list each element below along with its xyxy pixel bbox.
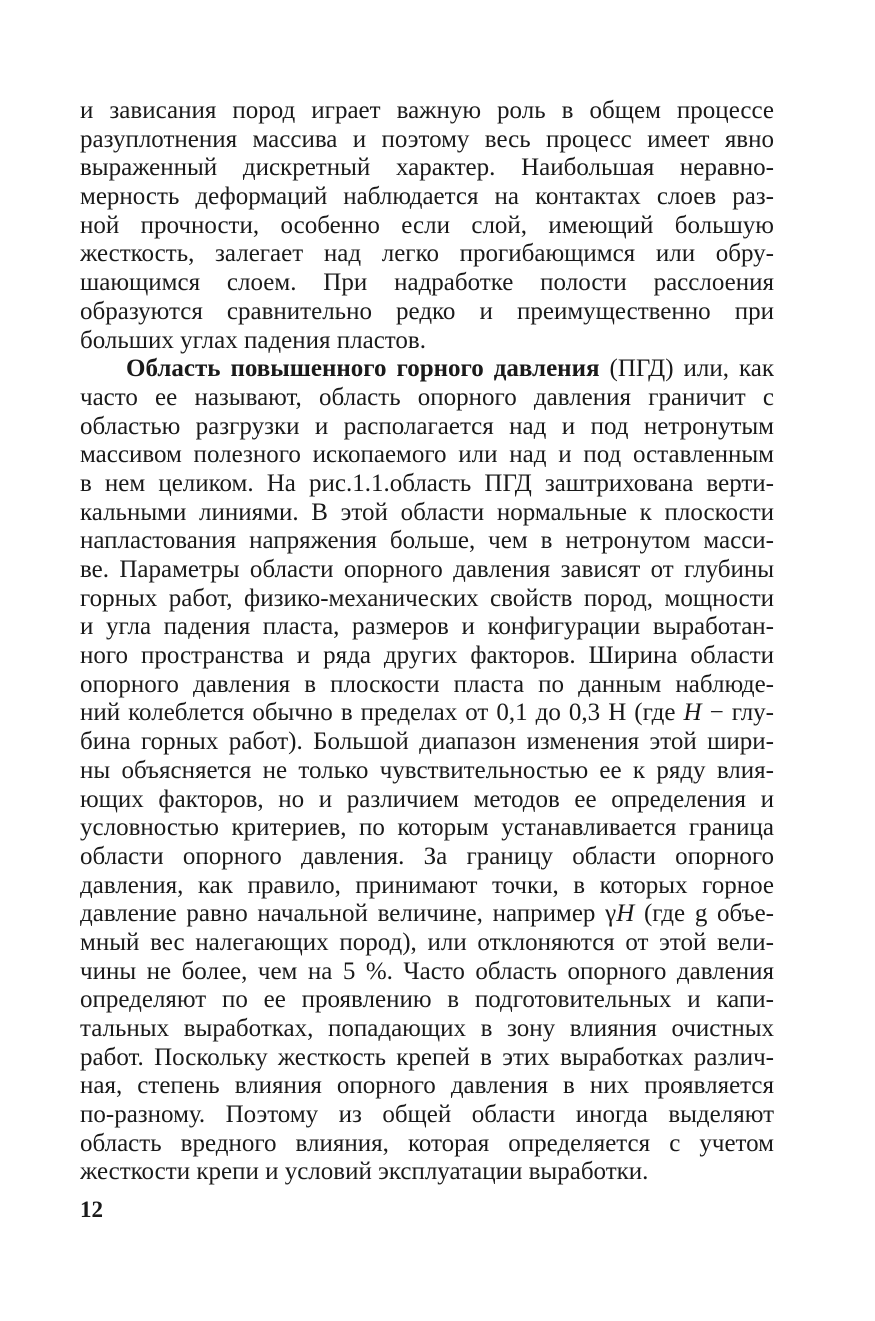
text-line: тальных выработках, попадающих в зону влияния очистных bbox=[80, 1015, 774, 1042]
text-line: ющих факторов, но и различием методов ее определения и bbox=[80, 785, 774, 813]
text-line: жесткость, залегает над легко прогибающимся или обру- bbox=[80, 240, 774, 268]
text-line: по-разному. Поэтому из общей области иногда выделяют bbox=[80, 1101, 774, 1129]
text-line: ного пространства и ряда других факторов. Ширина области bbox=[80, 642, 774, 670]
text-line: области опорного давления. За границу области опорного bbox=[80, 842, 774, 870]
text-fragment: ний колеблется обычно в пределах от 0,1 до 0,3 Н (где bbox=[80, 699, 684, 727]
text-line: работ. Поскольку жесткость крепей в этих выработках различ- bbox=[80, 1043, 774, 1071]
text-line: и зависания пород играет важную роль в общем процессе bbox=[80, 97, 774, 124]
page-number: 12 bbox=[80, 1197, 103, 1222]
italic-symbol: H bbox=[616, 900, 635, 928]
text-fragment: − глу- bbox=[701, 699, 774, 727]
text-line: чины не более, чем на 5 %. Часто область опорного давления bbox=[80, 957, 774, 985]
text-line: мерность деформаций наблюдается на контактах слоев раз- bbox=[80, 183, 774, 211]
text-line: ве. Параметры области опорного давления зависят от глубины bbox=[80, 556, 774, 583]
text-line: выраженный дискретный характер. Наибольшая неравно- bbox=[80, 154, 774, 182]
bold-term: Область повышенного горного давления bbox=[126, 355, 600, 383]
text-line: напластования напряжения больше, чем в нетронутом масси- bbox=[80, 527, 774, 555]
text-fragment: (где g объе- bbox=[634, 900, 774, 928]
text-line: массивом полезного ископаемого или над и под оставленным bbox=[80, 441, 774, 469]
italic-symbol: H bbox=[683, 699, 702, 727]
page-body bbox=[80, 97, 774, 1187]
text-line: область вредного влияния, которая определяется с учетом bbox=[80, 1129, 774, 1157]
text-fragment: (ПГД) или, как bbox=[599, 355, 774, 383]
text-line: и угла падения пласта, размеров и конфигурации выработан- bbox=[80, 613, 774, 641]
paragraph-1 bbox=[80, 97, 774, 355]
text-line: опорного давления в плоскости пласта по данным наблюде- bbox=[80, 670, 774, 698]
text-line: областью разгрузки и располагается над и под нетронутым bbox=[80, 412, 774, 440]
text-line bbox=[80, 699, 774, 728]
text-line: ны объясняется не только чувствительностью ее к ряду влия- bbox=[80, 756, 774, 784]
text-line: ная, степень влияния опорного давления в них проявляется bbox=[80, 1072, 774, 1100]
text-line: жесткости крепи и условий эксплуатации выработки. bbox=[80, 1158, 649, 1186]
text-line: разуплотнения массива и поэтому весь процесс имеет явно bbox=[80, 125, 774, 153]
text-line: ной прочности, особенно если слой, имеющий большую bbox=[80, 211, 774, 239]
text-line: кальными линиями. В этой области нормальные к плоскости bbox=[80, 498, 774, 526]
text-line: давления, как правило, принимают точки, в которых горное bbox=[80, 871, 774, 899]
text-line: больших углах падения пластов. bbox=[80, 326, 426, 354]
text-line: шающимся слоем. При надработке полости расслоения bbox=[80, 269, 774, 297]
text-line: образуются сравнительно редко и преимущественно при bbox=[80, 297, 774, 325]
paragraph-2 bbox=[80, 355, 774, 1187]
text-line: условностью критериев, по которым устанавливается граница bbox=[80, 814, 774, 842]
text-line: часто ее называют, область опорного давления граничит с bbox=[80, 383, 774, 411]
text-line: мный вес налегающих пород), или отклоняются от этой вели- bbox=[80, 928, 774, 956]
text-line bbox=[80, 900, 774, 929]
text-line: определяют по ее проявлению в подготовительных и капи- bbox=[80, 986, 774, 1014]
text-fragment: давление равно начальной величине, например γ bbox=[80, 900, 617, 928]
text-line bbox=[80, 355, 774, 384]
text-line: в нем целиком. На рис.1.1.область ПГД заштрихована верти- bbox=[80, 469, 774, 497]
text-line: бина горных работ). Большой диапазон изменения этой шири- bbox=[80, 728, 774, 756]
text-line: горных работ, физико-механических свойств пород, мощности bbox=[80, 584, 774, 612]
